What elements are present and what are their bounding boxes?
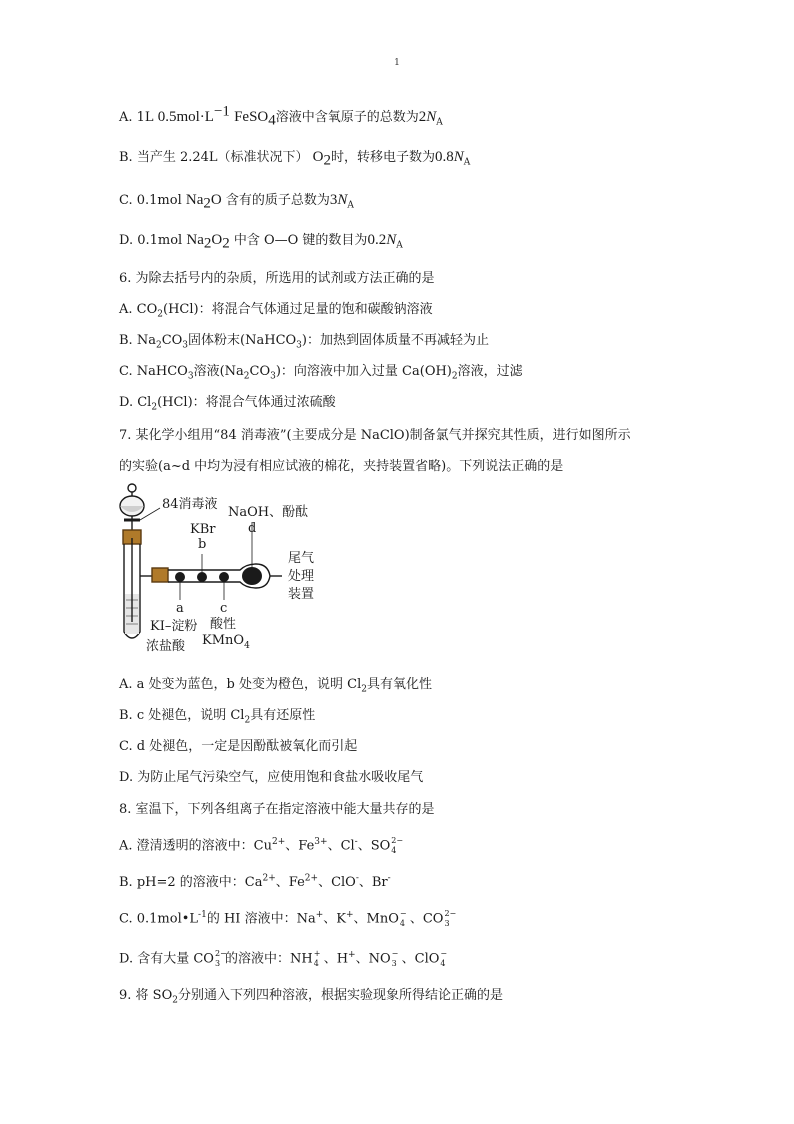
q6-option-b: B. $Na_2CO_3$固体粉末(NaHCO$_3$)：加热到固体质量不再减轻为止 <box>119 333 489 351</box>
page-number: 1 <box>394 58 400 68</box>
cotton-d <box>242 567 262 585</box>
label-d: d <box>248 521 257 536</box>
q6-stem: 6. 为除去括号内的杂质，所选用的试剂或方法正确的是 <box>119 271 435 286</box>
label-conc-hcl: 浓盐酸 <box>146 639 186 654</box>
q7-stem-line1: 7. 某化学小组用“84 消毒液”(主要成分是 NaClO)制备氯气并探究其性质，进行如图所示 <box>119 428 631 443</box>
q8-option-a: A. 澄清透明的溶液中：$Cu^{2+}$、$Fe^{3+}$、Cl-、SO 2− 4 <box>119 836 404 855</box>
q5-option-a: A. 1L $0.5mol\cdot L^{-1}$ FeSO$_4$溶液中含氧原子的总数为$2N_A$ <box>119 103 443 129</box>
q6-option-d: D. $Cl_2(HCl)$：将混合气体通过浓硫酸 <box>119 395 336 413</box>
apparatus-diagram <box>110 482 340 667</box>
q7-option-c: C. d 处褪色，一定是因酚酞被氧化而引起 <box>119 739 358 754</box>
q5-option-c: C. 0.1mol $Na_2O$ 含有的质子总数为$3N_A$ <box>119 192 354 212</box>
label-acidic: 酸性 <box>210 617 237 632</box>
q5-option-b: B. 当产生 2.24L（标准状况下） $O_2$时，转移电子数为$0.8N_A$ <box>119 149 471 169</box>
q7-stem-line2: 的实验(a~d 中均为浸有相应试液的棉花，夹持装置省略)。下列说法正确的是 <box>119 459 564 474</box>
q8-option-b: B. pH=2 的溶液中：$Ca^{2+}$、$Fe^{2+}$、ClO-、Br- <box>119 873 391 890</box>
label-tail-3: 装置 <box>288 587 315 602</box>
q7-option-b: B. c 处褪色，说明 $Cl_2$具有还原性 <box>119 708 316 726</box>
label-kmno4: KMnO$_4$ <box>202 633 250 651</box>
q8-option-c: C. $0.1mol•L^{-1}$的 HI 溶液中：Na+、K+、MnO − 4 、CO 2− 3 <box>119 909 457 928</box>
label-b: b <box>198 537 207 552</box>
cotton-b <box>197 572 207 582</box>
label-a: a <box>176 601 184 616</box>
label-tail-1: 尾气 <box>288 551 315 566</box>
q8-stem: 8. 室温下，下列各组离子在指定溶液中能大量共存的是 <box>119 802 435 817</box>
q6-option-a: A. $CO_2(HCl)$：将混合气体通过足量的饱和碳酸钠溶液 <box>119 302 433 320</box>
label-tail-2: 处理 <box>288 569 315 584</box>
label-kbr: KBr <box>190 522 216 537</box>
test-tube <box>123 530 141 638</box>
q7-option-d: D. 为防止尾气污染空气，应使用饱和食盐水吸收尾气 <box>119 770 424 785</box>
label-ki-starch: KI–淀粉 <box>150 619 198 634</box>
label-84-solution: 84消毒液 <box>162 497 218 512</box>
q6-option-c: C. NaHCO$_3$溶液$(Na_2CO_3)$：向溶液中加入过量 $Ca(OH)_2$溶液，过滤 <box>119 364 523 382</box>
label-naoh: NaOH、酚酞 <box>228 505 309 520</box>
q7-option-a: A. a 处变为蓝色，b 处变为橙色，说明 $Cl_2$具有氧化性 <box>119 677 432 695</box>
q8-option-d: D. 含有大量 CO 2− 3 的溶液中：NH + 4 、H+、NO − 3 、ClO − 4 <box>119 949 448 968</box>
label-c: c <box>220 601 228 616</box>
q9-stem: 9. 将 $SO_2$分别通入下列四种溶液，根据实验现象所得结论正确的是 <box>119 988 503 1006</box>
cotton-c <box>219 572 229 582</box>
q5-option-d: D. 0.1mol $Na_2O_2$ 中含 O—O 键的数目为$0.2N_A$ <box>119 232 403 252</box>
cotton-a <box>175 572 185 582</box>
